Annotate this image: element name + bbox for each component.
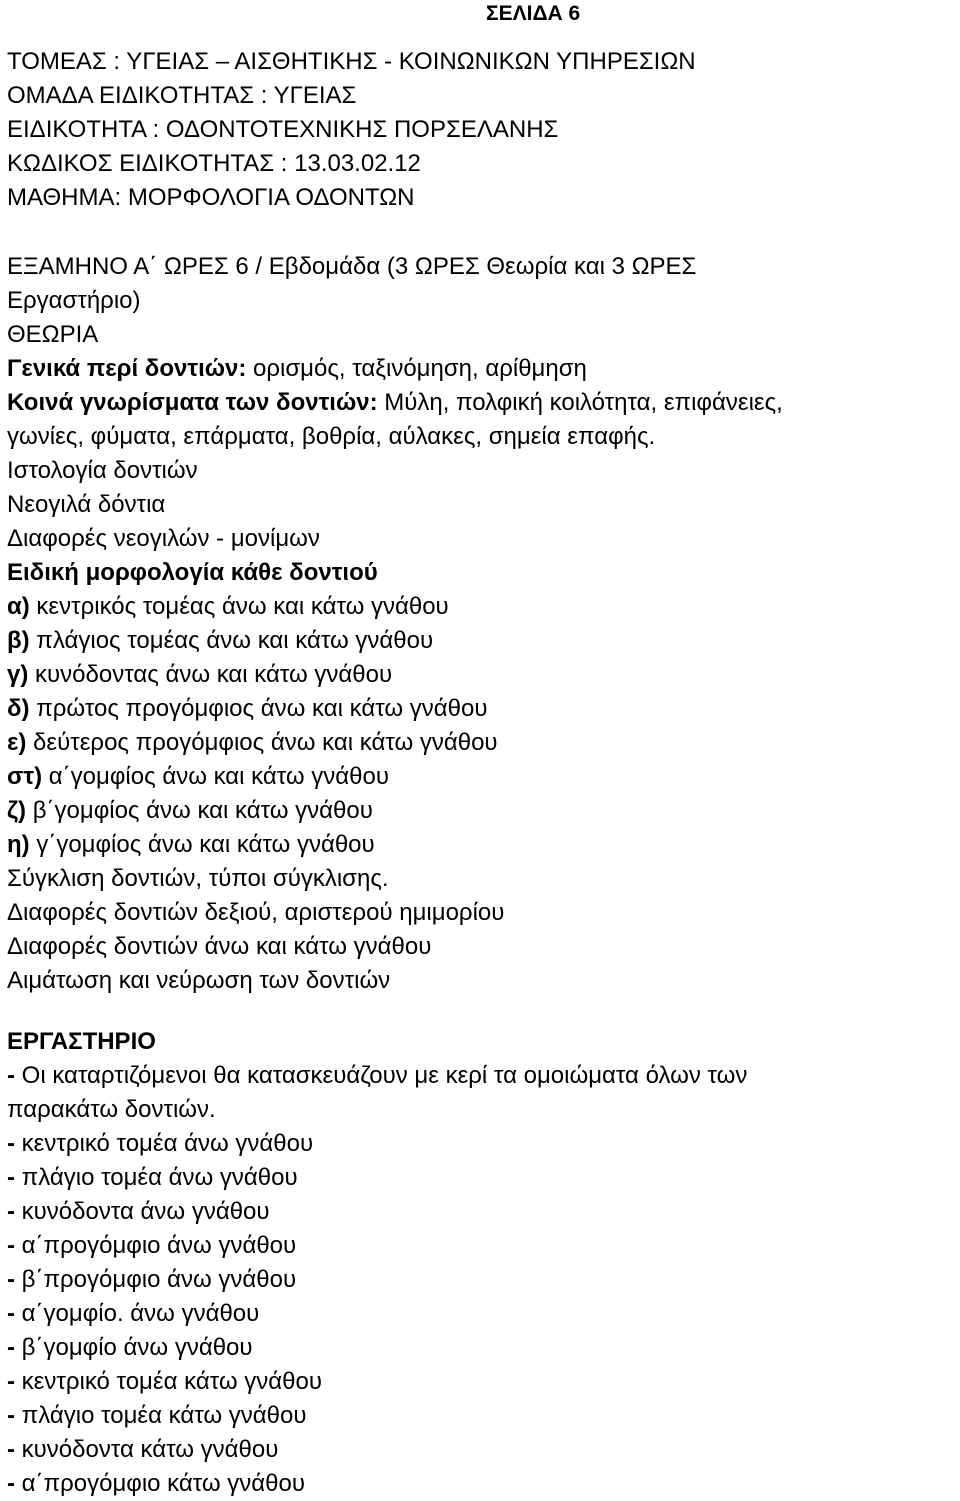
semester-line-2: Εργαστήριο) [7,287,141,314]
common-label: Κοινά γνωρίσματα των δοντιών: [7,389,378,416]
lab-intro-line: - Οι καταρτιζόμενοι θα κατασκευάζουν με κερί τα ομοιώματα όλων των [7,1062,748,1089]
right-left-line: Διαφορές δοντιών δεξιού, αριστερού ημιμορίου [7,899,505,926]
common-line-2: γωνίες, φύματα, επάρματα, βοθρία, αύλακες, σημεία επαφής. [7,423,656,450]
theory-section [7,250,955,998]
lab-section [7,1025,955,1501]
tooth-item: α) κεντρικός τομέας άνω και κάτω γνάθου [7,593,449,620]
sector-line: ΤΟΜΕΑΣ : ΥΓΕΙΑΣ – ΑΙΣΘΗΤΙΚΗΣ - ΚΟΙΝΩΝΙΚΩΝ ΥΠΗΡΕΣΙΩΝ [7,48,696,75]
semester-line-1: ΕΞΑΜΗΝΟ Α΄ ΩΡΕΣ 6 / Εβδομάδα (3 ΩΡΕΣ Θεωρία και 3 ΩΡΕΣ [7,253,697,280]
general-line [7,352,955,386]
tooth-item: ζ) β΄γομφίος άνω και κάτω γνάθου [7,797,373,824]
lab-item: - πλάγιο τομέα άνω γνάθου [7,1164,298,1191]
primary-teeth-line: Νεογιλά δόντια [7,491,166,518]
course-line: ΜΑΘΗΜΑ: ΜΟΡΦΟΛΟΓΙΑ ΟΔΟΝΤΩΝ [7,184,415,211]
code-line: ΚΩΔΙΚΟΣ ΕΙΔΙΚΟΤΗΤΑΣ : 13.03.02.12 [7,150,421,177]
lab-item: - κεντρικό τομέα κάτω γνάθου [7,1368,322,1395]
lab-item: - β΄προγόμφιο άνω γνάθου [7,1266,297,1293]
histology-line: Ιστολογία δοντιών [7,457,198,484]
document-header [7,45,952,215]
upper-lower-line: Διαφορές δοντιών άνω και κάτω γνάθου [7,933,432,960]
lab-item: - κυνόδοντα κάτω γνάθου [7,1436,279,1463]
theory-heading: ΘΕΩΡΙΑ [7,321,99,348]
lab-item: - κεντρικό τομέα άνω γνάθου [7,1130,314,1157]
lab-item: - α΄προγόμφιο κάτω γνάθου [7,1470,306,1497]
tooth-item: η) γ΄γομφίος άνω και κάτω γνάθου [7,831,375,858]
occlusion-line: Σύγκλιση δοντιών, τύποι σύγκλισης. [7,865,389,892]
common-line [7,386,955,420]
special-morphology-heading: Ειδική μορφολογία κάθε δοντιού [7,559,378,586]
lab-item: - κυνόδοντα άνω γνάθου [7,1198,270,1225]
common-text: Μύλη, πολφική κοιλότητα, επιφάνειες, [377,389,783,416]
page-number: ΣΕΛΙΔΑ 6 [486,2,581,25]
blood-supply-line: Αιμάτωση και νεύρωση των δοντιών [7,967,391,994]
lab-item: - β΄γομφίο άνω γνάθου [7,1334,253,1361]
general-text: ορισμός, ταξινόμηση, αρίθμηση [246,355,587,382]
tooth-item: ε) δεύτερος προγόμφιος άνω και κάτω γνάθου [7,729,498,756]
general-label: Γενικά περί δοντιών: [7,355,247,382]
lab-item: - πλάγιο τομέα κάτω γνάθου [7,1402,307,1429]
lab-item: - α΄προγόμφιο άνω γνάθου [7,1232,297,1259]
group-line: ΟΜΑΔΑ ΕΙΔΙΚΟΤΗΤΑΣ : ΥΓΕΙΑΣ [7,82,357,109]
tooth-item: γ) κυνόδοντας άνω και κάτω γνάθου [7,661,393,688]
tooth-item: δ) πρώτος προγόμφιος άνω και κάτω γνάθου [7,695,488,722]
tooth-item: στ) α΄γομφίος άνω και κάτω γνάθου [7,763,389,790]
specialty-line: ΕΙΔΙΚΟΤΗΤΑ : ΟΔΟΝΤΟΤΕΧΝΙΚΗΣ ΠΟΡΣΕΛΑΝΗΣ [7,116,559,143]
differences-line: Διαφορές νεογιλών - μονίμων [7,525,320,552]
lab-intro-line-2: παρακάτω δοντιών. [7,1096,216,1123]
lab-item: - α΄γομφίο. άνω γνάθου [7,1300,260,1327]
tooth-item: β) πλάγιος τομέας άνω και κάτω γνάθου [7,627,434,654]
lab-heading: ΕΡΓΑΣΤΗΡΙΟ [7,1028,156,1055]
